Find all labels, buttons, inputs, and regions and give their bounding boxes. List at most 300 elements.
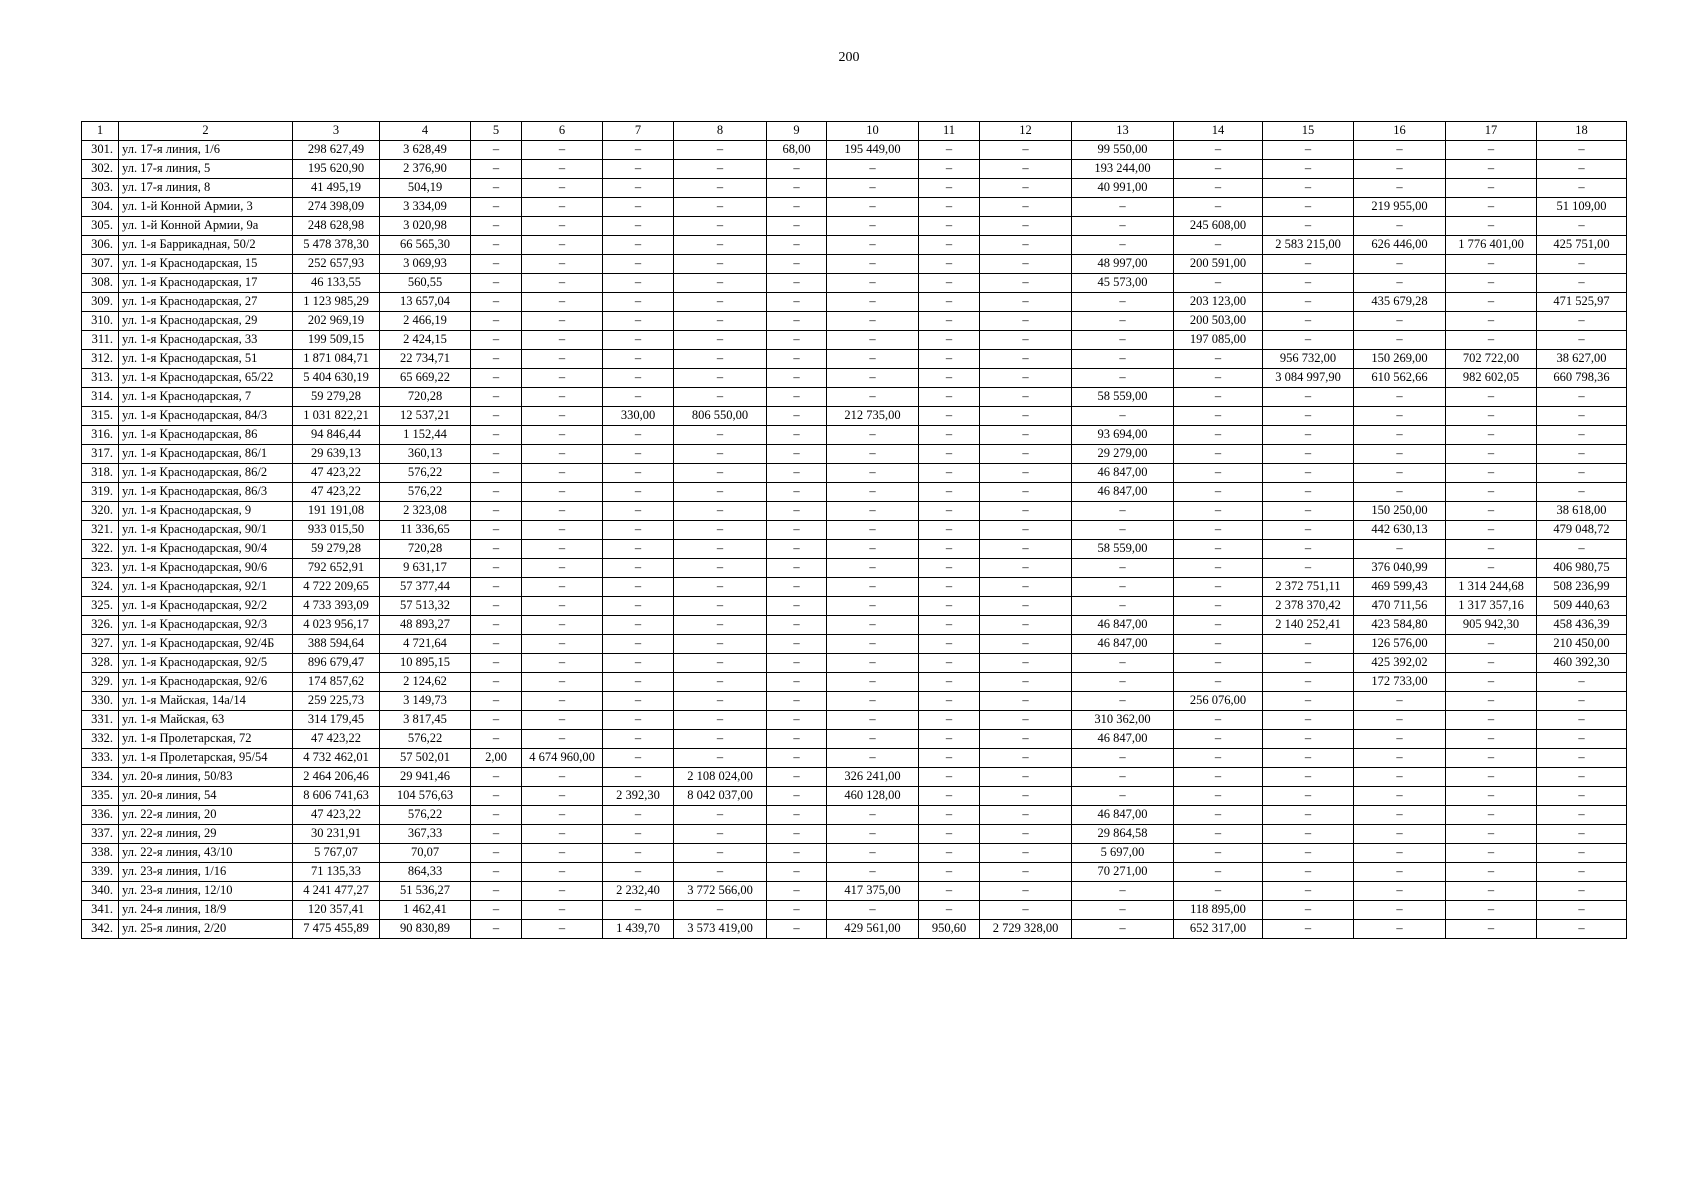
- value-cell: 471 525,97: [1537, 293, 1627, 312]
- value-cell: –: [1174, 502, 1263, 521]
- address-cell: ул. 23-я линия, 1/16: [119, 863, 293, 882]
- value-cell: –: [767, 863, 827, 882]
- value-cell: –: [1354, 711, 1446, 730]
- value-cell: 40 991,00: [1072, 179, 1174, 198]
- value-cell: –: [919, 141, 980, 160]
- value-cell: –: [471, 350, 522, 369]
- value-cell: 68,00: [767, 141, 827, 160]
- value-cell: 458 436,39: [1537, 616, 1627, 635]
- value-cell: –: [522, 312, 603, 331]
- address-cell: ул. 1-я Краснодарская, 17: [119, 274, 293, 293]
- value-cell: –: [1354, 426, 1446, 445]
- value-cell: –: [827, 540, 919, 559]
- value-cell: 2,00: [471, 749, 522, 768]
- value-cell: 2 108 024,00: [674, 768, 767, 787]
- value-cell: 702 722,00: [1446, 350, 1537, 369]
- table-row: [82, 863, 1627, 882]
- value-cell: 8 042 037,00: [674, 787, 767, 806]
- column-header: 4: [380, 122, 471, 141]
- value-cell: –: [1174, 635, 1263, 654]
- value-cell: –: [1072, 369, 1174, 388]
- value-cell: 197 085,00: [1174, 331, 1263, 350]
- value-cell: 3 334,09: [380, 198, 471, 217]
- value-cell: –: [919, 616, 980, 635]
- column-header: 14: [1174, 122, 1263, 141]
- value-cell: –: [1072, 198, 1174, 217]
- value-cell: –: [1537, 426, 1627, 445]
- value-cell: –: [1354, 540, 1446, 559]
- value-cell: –: [1354, 160, 1446, 179]
- value-cell: –: [827, 369, 919, 388]
- row-number-cell: 333.: [82, 749, 119, 768]
- value-cell: –: [674, 540, 767, 559]
- column-header: 10: [827, 122, 919, 141]
- value-cell: –: [1354, 787, 1446, 806]
- value-cell: –: [1537, 388, 1627, 407]
- value-cell: –: [980, 540, 1072, 559]
- value-cell: –: [1174, 350, 1263, 369]
- value-cell: –: [603, 844, 674, 863]
- value-cell: –: [522, 331, 603, 350]
- value-cell: –: [1446, 540, 1537, 559]
- value-cell: –: [471, 730, 522, 749]
- value-cell: –: [522, 540, 603, 559]
- value-cell: –: [674, 749, 767, 768]
- value-cell: 425 392,02: [1354, 654, 1446, 673]
- table-row: [82, 597, 1627, 616]
- row-number-cell: 317.: [82, 445, 119, 464]
- value-cell: –: [603, 312, 674, 331]
- address-cell: ул. 1-я Краснодарская, 90/1: [119, 521, 293, 540]
- table-row: [82, 692, 1627, 711]
- value-cell: –: [674, 692, 767, 711]
- column-header: 6: [522, 122, 603, 141]
- value-cell: 172 733,00: [1354, 673, 1446, 692]
- value-cell: –: [1263, 198, 1354, 217]
- value-cell: –: [1446, 863, 1537, 882]
- value-cell: –: [1263, 483, 1354, 502]
- value-cell: 94 846,44: [293, 426, 380, 445]
- value-cell: 13 657,04: [380, 293, 471, 312]
- value-cell: –: [1263, 730, 1354, 749]
- value-cell: 435 679,28: [1354, 293, 1446, 312]
- value-cell: –: [1174, 521, 1263, 540]
- value-cell: –: [1072, 673, 1174, 692]
- value-cell: –: [1174, 179, 1263, 198]
- value-cell: –: [1446, 654, 1537, 673]
- value-cell: –: [919, 730, 980, 749]
- row-number-cell: 321.: [82, 521, 119, 540]
- value-cell: 2 583 215,00: [1263, 236, 1354, 255]
- value-cell: –: [1537, 540, 1627, 559]
- address-cell: ул. 23-я линия, 12/10: [119, 882, 293, 901]
- table-row: [82, 502, 1627, 521]
- value-cell: –: [980, 312, 1072, 331]
- value-cell: –: [980, 787, 1072, 806]
- value-cell: –: [1174, 654, 1263, 673]
- value-cell: 425 751,00: [1537, 236, 1627, 255]
- value-cell: –: [471, 312, 522, 331]
- value-cell: –: [1446, 844, 1537, 863]
- value-cell: –: [522, 711, 603, 730]
- value-cell: –: [1174, 597, 1263, 616]
- value-cell: –: [919, 635, 980, 654]
- value-cell: –: [603, 616, 674, 635]
- column-header: 13: [1072, 122, 1174, 141]
- value-cell: 2 424,15: [380, 331, 471, 350]
- value-cell: –: [1354, 255, 1446, 274]
- value-cell: –: [1537, 217, 1627, 236]
- value-cell: –: [980, 882, 1072, 901]
- value-cell: –: [674, 901, 767, 920]
- value-cell: –: [767, 274, 827, 293]
- value-cell: –: [1537, 844, 1627, 863]
- value-cell: –: [1354, 730, 1446, 749]
- value-cell: –: [522, 426, 603, 445]
- value-cell: –: [1537, 331, 1627, 350]
- value-cell: 46 847,00: [1072, 635, 1174, 654]
- value-cell: 4 721,64: [380, 635, 471, 654]
- value-cell: –: [522, 654, 603, 673]
- value-cell: –: [827, 825, 919, 844]
- value-cell: –: [919, 844, 980, 863]
- value-cell: –: [767, 901, 827, 920]
- value-cell: 460 128,00: [827, 787, 919, 806]
- value-cell: –: [1446, 445, 1537, 464]
- value-cell: –: [827, 293, 919, 312]
- value-cell: 504,19: [380, 179, 471, 198]
- address-cell: ул. 1-я Краснодарская, 86/1: [119, 445, 293, 464]
- value-cell: –: [1537, 673, 1627, 692]
- value-cell: –: [767, 407, 827, 426]
- value-cell: –: [674, 179, 767, 198]
- table-row: [82, 559, 1627, 578]
- address-cell: ул. 1-я Краснодарская, 86/2: [119, 464, 293, 483]
- value-cell: 4 674 960,00: [522, 749, 603, 768]
- table-row: [82, 901, 1627, 920]
- value-cell: –: [1263, 749, 1354, 768]
- value-cell: 1 317 357,16: [1446, 597, 1537, 616]
- column-header: 2: [119, 122, 293, 141]
- value-cell: 46 133,55: [293, 274, 380, 293]
- value-cell: –: [1446, 160, 1537, 179]
- value-cell: –: [827, 236, 919, 255]
- value-cell: –: [767, 331, 827, 350]
- value-cell: –: [471, 692, 522, 711]
- value-cell: –: [827, 806, 919, 825]
- value-cell: –: [919, 255, 980, 274]
- value-cell: –: [471, 863, 522, 882]
- value-cell: –: [767, 236, 827, 255]
- value-cell: –: [1537, 901, 1627, 920]
- value-cell: 3 149,73: [380, 692, 471, 711]
- value-cell: –: [827, 635, 919, 654]
- value-cell: –: [603, 540, 674, 559]
- value-cell: –: [1174, 388, 1263, 407]
- table-body: [82, 141, 1627, 939]
- value-cell: –: [919, 711, 980, 730]
- address-cell: ул. 1-я Краснодарская, 51: [119, 350, 293, 369]
- value-cell: 720,28: [380, 540, 471, 559]
- value-cell: –: [522, 635, 603, 654]
- value-cell: –: [1174, 711, 1263, 730]
- value-cell: 210 450,00: [1537, 635, 1627, 654]
- row-number-cell: 316.: [82, 426, 119, 445]
- value-cell: –: [522, 407, 603, 426]
- value-cell: –: [674, 426, 767, 445]
- value-cell: –: [767, 369, 827, 388]
- table-row: [82, 407, 1627, 426]
- value-cell: –: [980, 407, 1072, 426]
- value-cell: –: [919, 464, 980, 483]
- value-cell: –: [767, 616, 827, 635]
- value-cell: –: [471, 578, 522, 597]
- value-cell: 576,22: [380, 464, 471, 483]
- value-cell: –: [674, 502, 767, 521]
- value-cell: –: [1354, 407, 1446, 426]
- address-cell: ул. 1-я Краснодарская, 86: [119, 426, 293, 445]
- value-cell: 51 536,27: [380, 882, 471, 901]
- value-cell: –: [919, 274, 980, 293]
- value-cell: –: [919, 445, 980, 464]
- row-number-cell: 340.: [82, 882, 119, 901]
- value-cell: 65 669,22: [380, 369, 471, 388]
- value-cell: 4 733 393,09: [293, 597, 380, 616]
- address-cell: ул. 1-я Краснодарская, 90/4: [119, 540, 293, 559]
- value-cell: 956 732,00: [1263, 350, 1354, 369]
- value-cell: –: [471, 274, 522, 293]
- value-cell: –: [471, 293, 522, 312]
- value-cell: 3 020,98: [380, 217, 471, 236]
- row-number-cell: 307.: [82, 255, 119, 274]
- value-cell: –: [1174, 426, 1263, 445]
- value-cell: –: [522, 844, 603, 863]
- value-cell: 1 871 084,71: [293, 350, 380, 369]
- value-cell: 29 639,13: [293, 445, 380, 464]
- value-cell: –: [603, 274, 674, 293]
- value-cell: –: [1174, 198, 1263, 217]
- value-cell: –: [471, 844, 522, 863]
- value-cell: 195 449,00: [827, 141, 919, 160]
- value-cell: –: [1174, 882, 1263, 901]
- value-cell: –: [980, 160, 1072, 179]
- row-number-cell: 302.: [82, 160, 119, 179]
- value-cell: –: [471, 464, 522, 483]
- value-cell: –: [980, 198, 1072, 217]
- value-cell: –: [767, 540, 827, 559]
- value-cell: 2 392,30: [603, 787, 674, 806]
- value-cell: –: [471, 198, 522, 217]
- value-cell: –: [1263, 255, 1354, 274]
- value-cell: –: [919, 217, 980, 236]
- value-cell: 57 377,44: [380, 578, 471, 597]
- address-cell: ул. 1-й Конной Армии, 9а: [119, 217, 293, 236]
- table-row: [82, 654, 1627, 673]
- value-cell: 57 513,32: [380, 597, 471, 616]
- value-cell: –: [1174, 464, 1263, 483]
- value-cell: 429 561,00: [827, 920, 919, 939]
- table-row: [82, 825, 1627, 844]
- value-cell: –: [1263, 711, 1354, 730]
- value-cell: –: [1446, 749, 1537, 768]
- value-cell: –: [980, 179, 1072, 198]
- address-cell: ул. 17-я линия, 8: [119, 179, 293, 198]
- value-cell: –: [827, 464, 919, 483]
- value-cell: –: [767, 597, 827, 616]
- value-cell: –: [980, 274, 1072, 293]
- table-row: [82, 844, 1627, 863]
- table-row: [82, 806, 1627, 825]
- value-cell: –: [522, 730, 603, 749]
- value-cell: –: [471, 217, 522, 236]
- value-cell: –: [471, 388, 522, 407]
- value-cell: –: [919, 521, 980, 540]
- value-cell: –: [603, 426, 674, 445]
- value-cell: –: [471, 787, 522, 806]
- value-cell: –: [603, 749, 674, 768]
- value-cell: –: [1354, 483, 1446, 502]
- row-number-cell: 330.: [82, 692, 119, 711]
- value-cell: 274 398,09: [293, 198, 380, 217]
- value-cell: –: [1446, 274, 1537, 293]
- value-cell: –: [674, 198, 767, 217]
- value-cell: –: [674, 369, 767, 388]
- value-cell: –: [767, 198, 827, 217]
- row-number-cell: 304.: [82, 198, 119, 217]
- value-cell: –: [1174, 863, 1263, 882]
- row-number-cell: 328.: [82, 654, 119, 673]
- value-cell: –: [1072, 236, 1174, 255]
- value-cell: 203 123,00: [1174, 293, 1263, 312]
- value-cell: –: [827, 521, 919, 540]
- value-cell: –: [1446, 198, 1537, 217]
- value-cell: –: [980, 806, 1072, 825]
- value-cell: –: [1174, 806, 1263, 825]
- row-number-cell: 324.: [82, 578, 119, 597]
- value-cell: 576,22: [380, 730, 471, 749]
- value-cell: –: [919, 749, 980, 768]
- value-cell: –: [919, 502, 980, 521]
- value-cell: –: [1174, 673, 1263, 692]
- table-row: [82, 217, 1627, 236]
- value-cell: –: [827, 217, 919, 236]
- value-cell: –: [827, 350, 919, 369]
- value-cell: –: [674, 350, 767, 369]
- value-cell: –: [767, 559, 827, 578]
- value-cell: –: [1537, 160, 1627, 179]
- value-cell: –: [674, 236, 767, 255]
- value-cell: –: [1263, 426, 1354, 445]
- value-cell: 47 423,22: [293, 464, 380, 483]
- value-cell: 1 031 822,21: [293, 407, 380, 426]
- value-cell: 2 372 751,11: [1263, 578, 1354, 597]
- address-cell: ул. 1-я Краснодарская, 92/1: [119, 578, 293, 597]
- row-number-cell: 341.: [82, 901, 119, 920]
- value-cell: –: [767, 673, 827, 692]
- table-row: [82, 274, 1627, 293]
- value-cell: –: [1354, 445, 1446, 464]
- row-number-cell: 320.: [82, 502, 119, 521]
- value-cell: –: [1537, 806, 1627, 825]
- value-cell: –: [1263, 901, 1354, 920]
- value-cell: –: [1072, 521, 1174, 540]
- value-cell: 30 231,91: [293, 825, 380, 844]
- value-cell: –: [603, 673, 674, 692]
- value-cell: –: [1263, 160, 1354, 179]
- value-cell: –: [919, 236, 980, 255]
- value-cell: 1 462,41: [380, 901, 471, 920]
- row-number-cell: 336.: [82, 806, 119, 825]
- value-cell: –: [1072, 597, 1174, 616]
- value-cell: –: [1263, 540, 1354, 559]
- value-cell: 460 392,30: [1537, 654, 1627, 673]
- column-header: 11: [919, 122, 980, 141]
- value-cell: –: [919, 483, 980, 502]
- value-cell: –: [522, 768, 603, 787]
- column-header: 7: [603, 122, 674, 141]
- table-row: [82, 578, 1627, 597]
- address-cell: ул. 1-я Краснодарская, 90/6: [119, 559, 293, 578]
- value-cell: 3 084 997,90: [1263, 369, 1354, 388]
- value-cell: 90 830,89: [380, 920, 471, 939]
- address-cell: ул. 1-я Краснодарская, 86/3: [119, 483, 293, 502]
- value-cell: –: [919, 901, 980, 920]
- address-cell: ул. 1-я Краснодарская, 92/4Б: [119, 635, 293, 654]
- value-cell: 126 576,00: [1354, 635, 1446, 654]
- value-cell: 3 628,49: [380, 141, 471, 160]
- value-cell: 150 269,00: [1354, 350, 1446, 369]
- value-cell: –: [1446, 787, 1537, 806]
- value-cell: 46 847,00: [1072, 730, 1174, 749]
- value-cell: 905 942,30: [1446, 616, 1537, 635]
- value-cell: 200 503,00: [1174, 312, 1263, 331]
- value-cell: –: [1446, 502, 1537, 521]
- value-cell: –: [767, 350, 827, 369]
- value-cell: –: [1174, 616, 1263, 635]
- value-cell: –: [1174, 730, 1263, 749]
- value-cell: –: [767, 806, 827, 825]
- value-cell: 199 509,15: [293, 331, 380, 350]
- value-cell: –: [1072, 502, 1174, 521]
- value-cell: 70 271,00: [1072, 863, 1174, 882]
- value-cell: –: [1537, 920, 1627, 939]
- address-cell: ул. 1-й Конной Армии, 3: [119, 198, 293, 217]
- value-cell: 1 439,70: [603, 920, 674, 939]
- value-cell: –: [980, 369, 1072, 388]
- value-cell: –: [827, 312, 919, 331]
- value-cell: –: [471, 407, 522, 426]
- value-cell: –: [919, 806, 980, 825]
- value-cell: –: [919, 578, 980, 597]
- value-cell: 202 969,19: [293, 312, 380, 331]
- value-cell: –: [1354, 312, 1446, 331]
- value-cell: –: [522, 806, 603, 825]
- value-cell: –: [980, 350, 1072, 369]
- value-cell: –: [1446, 806, 1537, 825]
- value-cell: –: [980, 768, 1072, 787]
- value-cell: 2 323,08: [380, 502, 471, 521]
- value-cell: 38 627,00: [1537, 350, 1627, 369]
- value-cell: –: [1263, 825, 1354, 844]
- value-cell: 806 550,00: [674, 407, 767, 426]
- value-cell: –: [827, 559, 919, 578]
- value-cell: –: [827, 179, 919, 198]
- value-cell: 200 591,00: [1174, 255, 1263, 274]
- value-cell: –: [522, 160, 603, 179]
- value-cell: –: [1446, 559, 1537, 578]
- value-cell: –: [1263, 692, 1354, 711]
- value-cell: –: [1263, 464, 1354, 483]
